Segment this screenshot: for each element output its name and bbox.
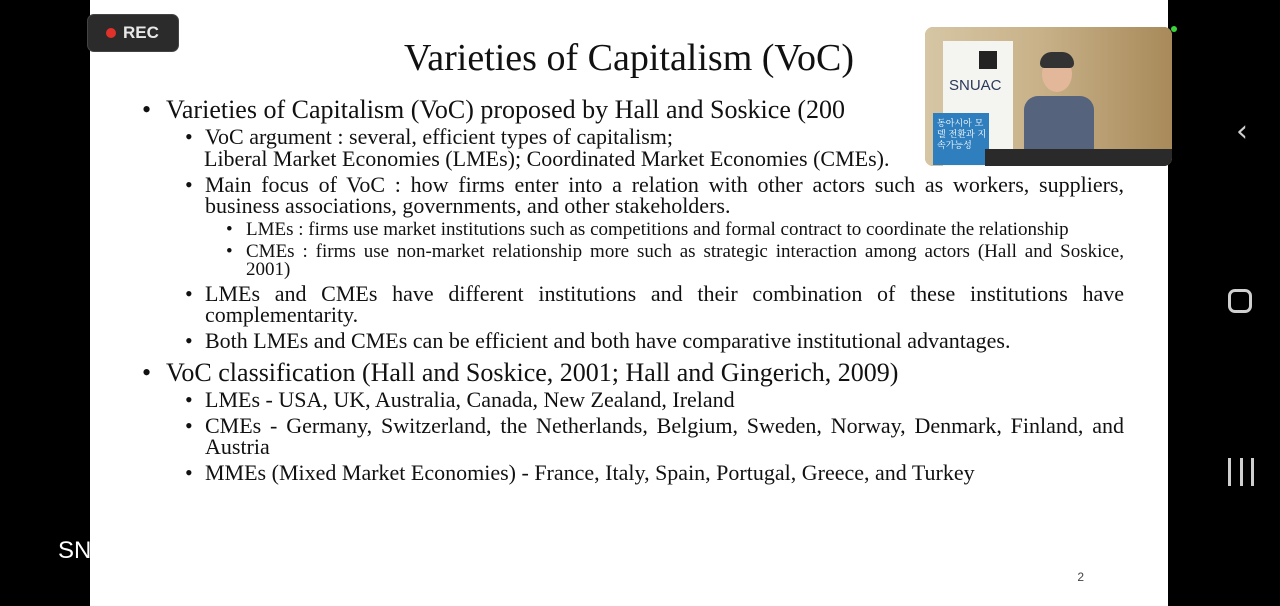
- bullet-level1: • Varieties of Capitalism (VoC) proposed by Hall and Soskice (200: [142, 96, 1124, 124]
- bullet-level3: • CMEs : firms use non-market relationship more such as strategic interaction among actors (Hall and Soskice, 2001): [226, 243, 1124, 279]
- bullet-level1: • VoC classification (Hall and Soskice, 2001; Hall and Gingerich, 2009): [142, 359, 1124, 387]
- home-icon[interactable]: [1228, 289, 1252, 313]
- slide-page-number: 2: [1077, 570, 1084, 584]
- rec-label: REC: [123, 23, 159, 42]
- camera-active-indicator: [1171, 26, 1177, 32]
- speaker-video-thumbnail[interactable]: [925, 27, 1172, 166]
- bullet-level2: • Main focus of VoC : how firms enter into a relation with other actors such as workers, suppliers, business associations, governments, and other stakeholders.: [185, 174, 1124, 216]
- recents-icon[interactable]: [1228, 458, 1254, 486]
- bullet-level2: • LMEs and CMEs have different institutions and their combination of these institutions have complementarity.: [185, 283, 1124, 325]
- speaker-hair: [1040, 52, 1074, 68]
- record-dot-icon: [106, 28, 116, 38]
- snuac-logo-mark-icon: [979, 51, 997, 69]
- bullet-level2: • MMEs (Mixed Market Economies) - France, Italy, Spain, Portugal, Greece, and Turkey: [185, 462, 1124, 483]
- rec-indicator[interactable]: [87, 14, 179, 52]
- bullet-continuation: Liberal Market Economies (LMEs); Coordinated Market Economies (CMEs).: [204, 146, 890, 171]
- bullet-level2: • CMEs - Germany, Switzerland, the Netherlands, Belgium, Sweden, Norway, Denmark, Finland, and Austria: [185, 415, 1124, 457]
- bullet-level3: • LMEs : firms use market institutions such as competitions and formal contract to coordinate the relationship: [226, 221, 1124, 239]
- slide-title: Varieties of Capitalism (VoC): [404, 37, 854, 79]
- participant-name-overlay: SN: [58, 537, 92, 564]
- snuac-logo-text: SNUAC: [949, 77, 1002, 94]
- back-icon[interactable]: ‹: [1236, 114, 1248, 149]
- bullet-level2: • Both LMEs and CMEs can be efficient and both have comparative institutional advantages.: [185, 330, 1124, 351]
- book-cover-text: 동아시아 모델 전환과 지속가능성: [937, 119, 987, 151]
- bullet-level2: • VoC argument : several, efficient types of capitalism;: [185, 126, 1124, 147]
- podium: [985, 149, 1172, 166]
- bullet-level2: • LMEs - USA, UK, Australia, Canada, New Zealand, Ireland: [185, 389, 1124, 410]
